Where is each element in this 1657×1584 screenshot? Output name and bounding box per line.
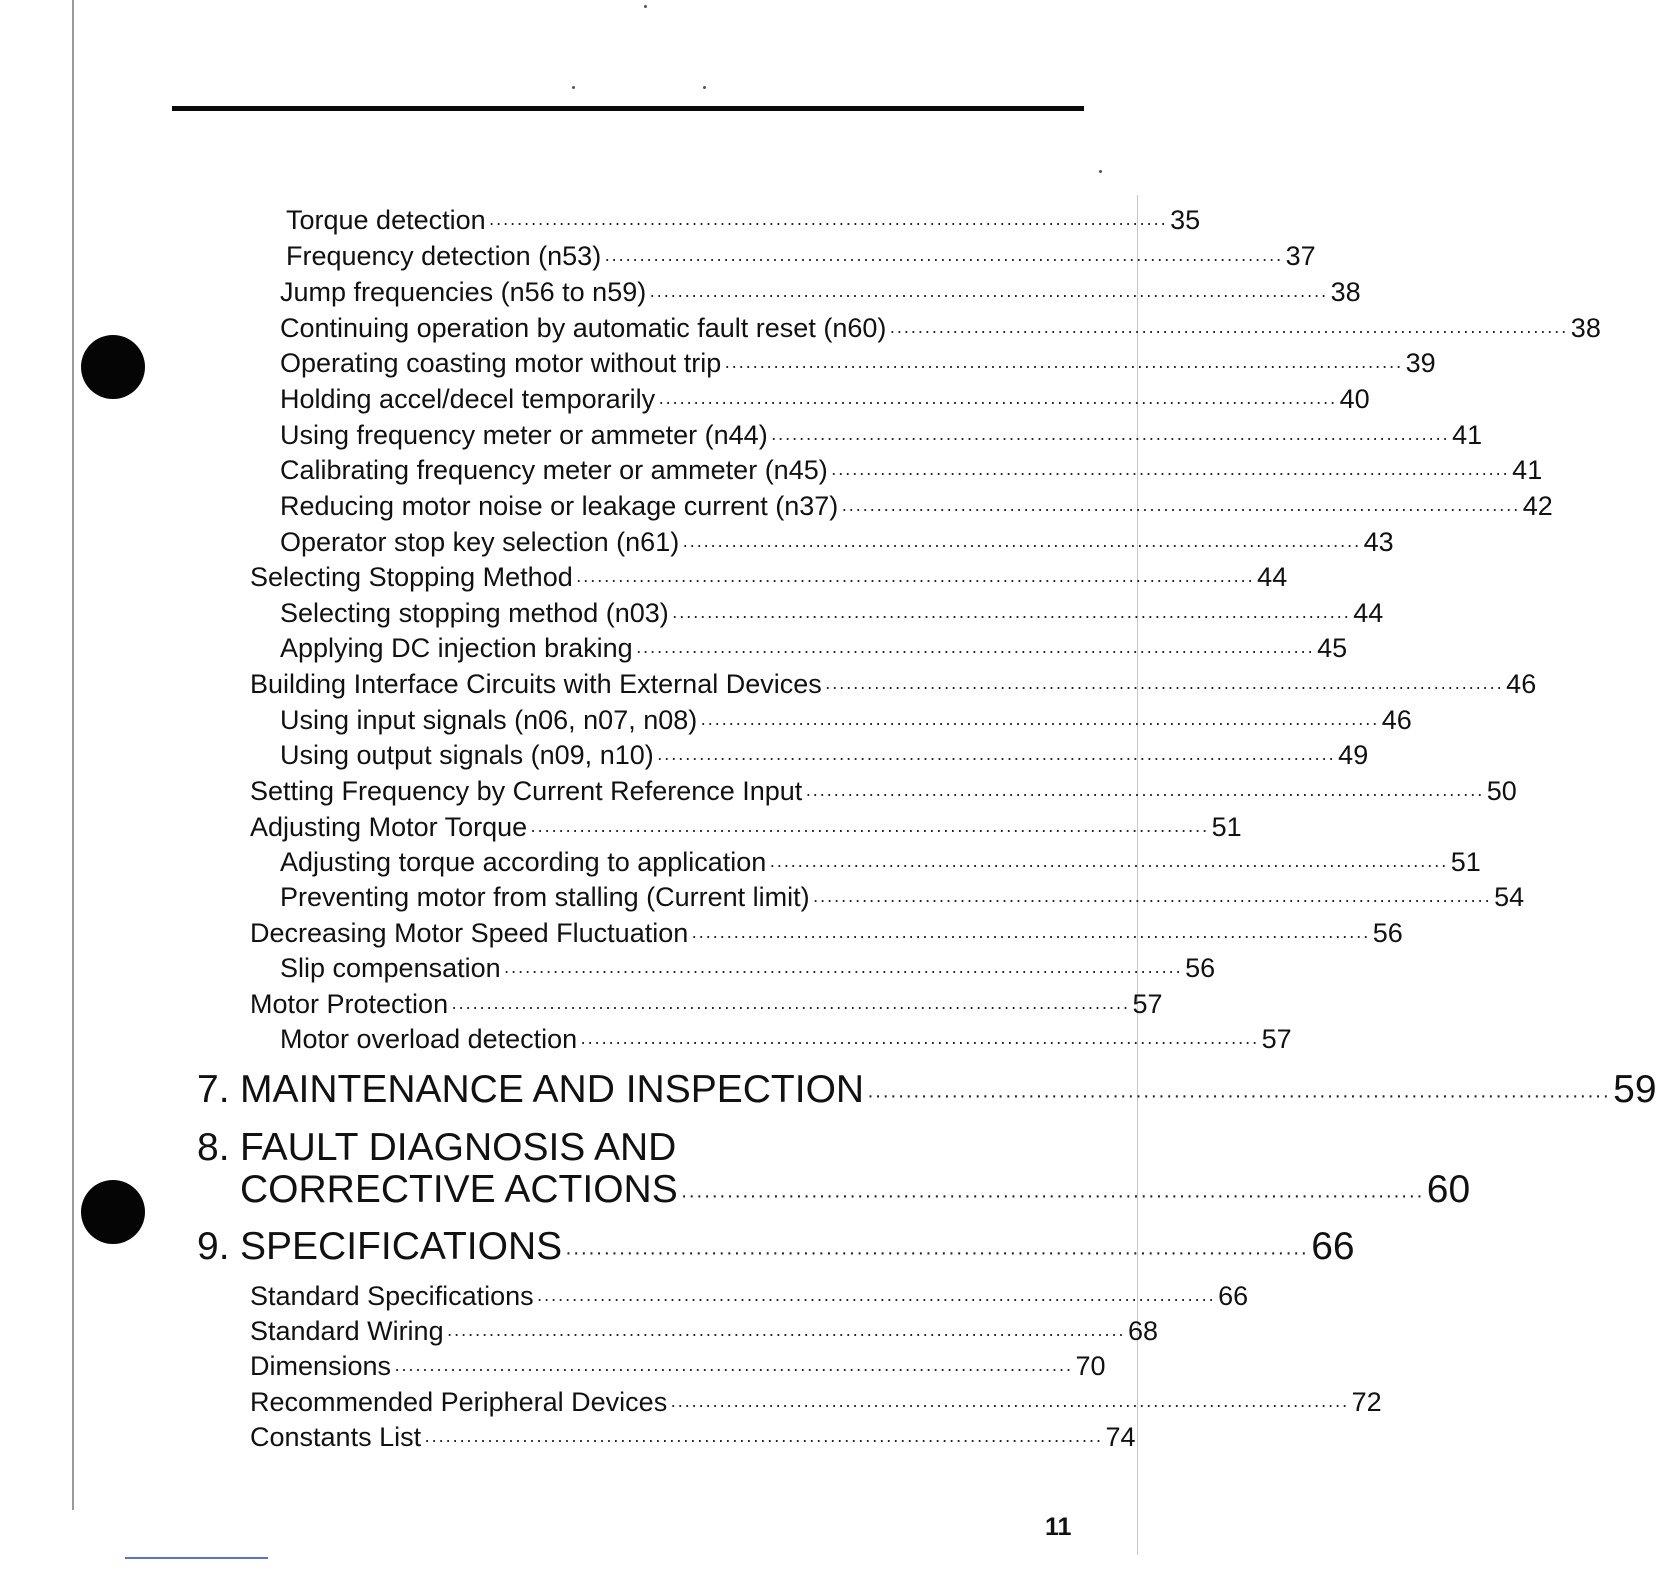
dot-leader: ································································································· — [424, 1430, 1103, 1450]
toc-section-page: 57 — [1132, 989, 1163, 1019]
toc-section-title: Constants List — [250, 1422, 422, 1452]
dot-leader: ································································································· — [656, 748, 1336, 768]
toc-section-title: Motor Protection — [250, 989, 449, 1019]
toc-section-title: Standard Wiring — [250, 1316, 444, 1346]
toc-entry-page: 38 — [1570, 313, 1601, 343]
toc-section-title: Building Interface Circuits with External Devices — [250, 669, 822, 699]
toc-section-page: 46 — [1506, 669, 1537, 699]
toc-section-page: 44 — [1257, 562, 1288, 592]
toc-entry-title: Preventing motor from stalling (Current limit) — [280, 882, 810, 912]
dot-leader: ································································································· — [682, 535, 1361, 555]
toc-entry-page: 49 — [1338, 740, 1369, 770]
dot-leader: ································································································· — [649, 285, 1328, 305]
toc-entry-page: 38 — [1330, 277, 1361, 307]
dot-leader: ································································································· — [805, 784, 1484, 804]
toc-section-title: Setting Frequency by Current Reference Input — [250, 776, 803, 806]
toc-entry-title: Selecting stopping method (n03) — [280, 598, 669, 628]
toc-section[interactable] — [241, 1420, 1136, 1454]
dot-leader: ································································································· — [658, 392, 1337, 412]
toc-section[interactable] — [241, 1279, 1249, 1313]
toc-entry-title: Using output signals (n09, n10) — [280, 740, 654, 770]
toc-section-page: 70 — [1075, 1351, 1106, 1381]
toc-entry-title: Holding accel/decel temporarily — [280, 384, 656, 414]
toc-section[interactable] — [241, 1385, 1382, 1419]
dot-leader: ································································································· — [769, 855, 1448, 875]
toc-entry-page: 40 — [1339, 384, 1370, 414]
toc-section[interactable] — [241, 810, 1242, 844]
toc-entry-title: Continuing operation by automatic fault reset (n60) — [280, 313, 887, 343]
toc-section-page: 66 — [1218, 1281, 1249, 1311]
toc-entry[interactable] — [286, 203, 1201, 237]
toc-entry-title: Using frequency meter or ammeter (n44) — [280, 420, 768, 450]
toc-entry[interactable] — [280, 453, 1543, 487]
toc-section-page: 68 — [1128, 1316, 1159, 1346]
dot-leader: ································································································· — [536, 1289, 1216, 1309]
dot-leader: ································································································· — [565, 1242, 1309, 1264]
dot-leader: ································································································· — [680, 1185, 1424, 1207]
toc-section-title: Adjusting Motor Torque — [250, 812, 528, 842]
toc-section[interactable] — [241, 1314, 1159, 1348]
toc-entry-page: 39 — [1405, 348, 1436, 378]
chapter-number: 8. — [197, 1126, 230, 1169]
toc-entry-page: 43 — [1363, 527, 1394, 557]
toc-entry-page: 45 — [1317, 633, 1348, 663]
toc-entry[interactable] — [280, 880, 1525, 914]
toc-section-page: 72 — [1351, 1387, 1382, 1417]
toc-entry[interactable] — [286, 239, 1316, 273]
toc-entry[interactable] — [280, 703, 1412, 737]
toc-entry-title: Operating coasting motor without trip — [280, 348, 722, 378]
toc-chapter-page: 60 — [1426, 1168, 1471, 1211]
dot-leader: ································································································· — [700, 713, 1379, 733]
toc-entry-title: Jump frequencies (n56 to n59) — [280, 277, 647, 307]
toc-entry-page: 41 — [1512, 455, 1543, 485]
toc-entry-page: 54 — [1494, 882, 1525, 912]
dot-leader: ································································································· — [394, 1359, 1073, 1379]
toc-entry-title: Applying DC injection braking — [280, 633, 633, 663]
toc-entry-page: 44 — [1353, 598, 1384, 628]
toc-entry[interactable] — [280, 275, 1361, 309]
toc-entry-title: Adjusting torque according to application — [280, 847, 767, 877]
dot-leader: ································································································· — [503, 961, 1183, 981]
toc-entry[interactable] — [280, 382, 1370, 416]
dot-leader: ································································································· — [580, 1032, 1259, 1052]
dot-leader: ································································································· — [867, 1085, 1611, 1107]
dot-leader: ································································································· — [604, 249, 1283, 269]
toc-entry-title: Motor overload detection — [280, 1024, 578, 1054]
dot-leader: ································································································· — [830, 463, 1510, 483]
toc-entry-page: 46 — [1381, 705, 1412, 735]
toc-entry[interactable] — [280, 845, 1481, 879]
toc-section-title: Selecting Stopping Method — [250, 562, 573, 592]
chapter-number: 9. — [197, 1225, 230, 1268]
toc-entry-page: 35 — [1170, 205, 1201, 235]
toc-chapter[interactable] — [240, 1067, 1657, 1113]
toc-entry-page: 56 — [1185, 953, 1216, 983]
toc-section-page: 74 — [1105, 1422, 1136, 1452]
toc-chapter-title: MAINTENANCE AND INSPECTION — [240, 1068, 865, 1111]
toc-chapter[interactable] — [240, 1224, 1355, 1270]
toc-section-title: Recommended Peripheral Devices — [250, 1387, 668, 1417]
toc-section[interactable] — [241, 987, 1163, 1021]
dot-leader: ································································································· — [691, 926, 1370, 946]
toc-entry[interactable] — [280, 738, 1369, 772]
toc-entry-page: 51 — [1450, 847, 1481, 877]
toc-section[interactable] — [241, 1349, 1106, 1383]
toc-chapter-title: SPECIFICATIONS — [240, 1225, 563, 1268]
dot-leader: ································································································· — [530, 820, 1209, 840]
toc-chapter[interactable] — [240, 1167, 1471, 1213]
dot-leader: ································································································· — [671, 606, 1351, 626]
toc-section-title: Dimensions — [250, 1351, 392, 1381]
toc-section-page: 50 — [1486, 776, 1517, 806]
toc-entry-page: 37 — [1285, 241, 1316, 271]
toc-entry[interactable] — [280, 311, 1601, 345]
toc-chapter-page: 66 — [1311, 1225, 1355, 1268]
dot-leader: ································································································· — [841, 499, 1520, 519]
toc-entry-title: Calibrating frequency meter or ammeter (n45) — [280, 455, 828, 485]
toc-section[interactable] — [241, 774, 1517, 808]
toc-section-title: Standard Specifications — [250, 1281, 534, 1311]
toc-entry[interactable] — [280, 951, 1216, 985]
dot-leader: ································································································· — [824, 677, 1504, 697]
toc-section[interactable] — [241, 560, 1288, 594]
toc-chapter-page: 59 — [1613, 1068, 1657, 1111]
dot-leader: ································································································· — [635, 641, 1315, 661]
dot-leader: ································································································· — [770, 428, 1450, 448]
dot-leader: ································································································· — [488, 213, 1168, 233]
dot-leader: ································································································· — [812, 890, 1492, 910]
dot-leader: ································································································· — [724, 356, 1403, 376]
toc-entry[interactable] — [280, 418, 1483, 452]
toc-entry[interactable] — [280, 489, 1553, 523]
toc-entry-title: Operator stop key selection (n61) — [280, 527, 680, 557]
toc-entry[interactable] — [280, 525, 1394, 559]
toc-chapter-title-line — [240, 1125, 1053, 1171]
toc-entry-page: 41 — [1452, 420, 1483, 450]
dot-leader: ································································································· — [451, 997, 1130, 1017]
toc-entry[interactable] — [280, 1022, 1292, 1056]
toc-chapter-title: FAULT DIAGNOSIS AND — [240, 1126, 677, 1169]
toc-section-page: 51 — [1211, 812, 1242, 842]
toc-entry-title: Frequency detection (n53) — [286, 241, 602, 271]
toc-section-title: Decreasing Motor Speed Fluctuation — [250, 918, 689, 948]
toc-entry-page: 42 — [1522, 491, 1553, 521]
toc-entry[interactable] — [280, 631, 1348, 665]
toc-entry-title: Reducing motor noise or leakage current (n37) — [280, 491, 839, 521]
dot-leader: ································································································· — [575, 570, 1255, 590]
page-number: 11 — [1045, 1513, 1072, 1541]
toc-entry-title: Slip compensation — [280, 953, 501, 983]
toc-entry-title: Using input signals (n06, n07, n08) — [280, 705, 698, 735]
toc-section-page: 56 — [1372, 918, 1403, 948]
toc-section[interactable] — [241, 916, 1403, 950]
toc-entry[interactable] — [280, 346, 1436, 380]
toc-section[interactable] — [241, 667, 1537, 701]
dot-leader: ································································································· — [889, 321, 1568, 341]
toc-entry-page: 57 — [1261, 1024, 1292, 1054]
dot-leader: ································································································· — [446, 1324, 1126, 1344]
toc-entry[interactable] — [280, 596, 1384, 630]
toc-entry-title: Torque detection — [286, 205, 486, 235]
chapter-number: 7. — [197, 1068, 230, 1111]
toc-chapter-title: CORRECTIVE ACTIONS — [240, 1168, 678, 1211]
dot-leader: ································································································· — [670, 1395, 1349, 1415]
